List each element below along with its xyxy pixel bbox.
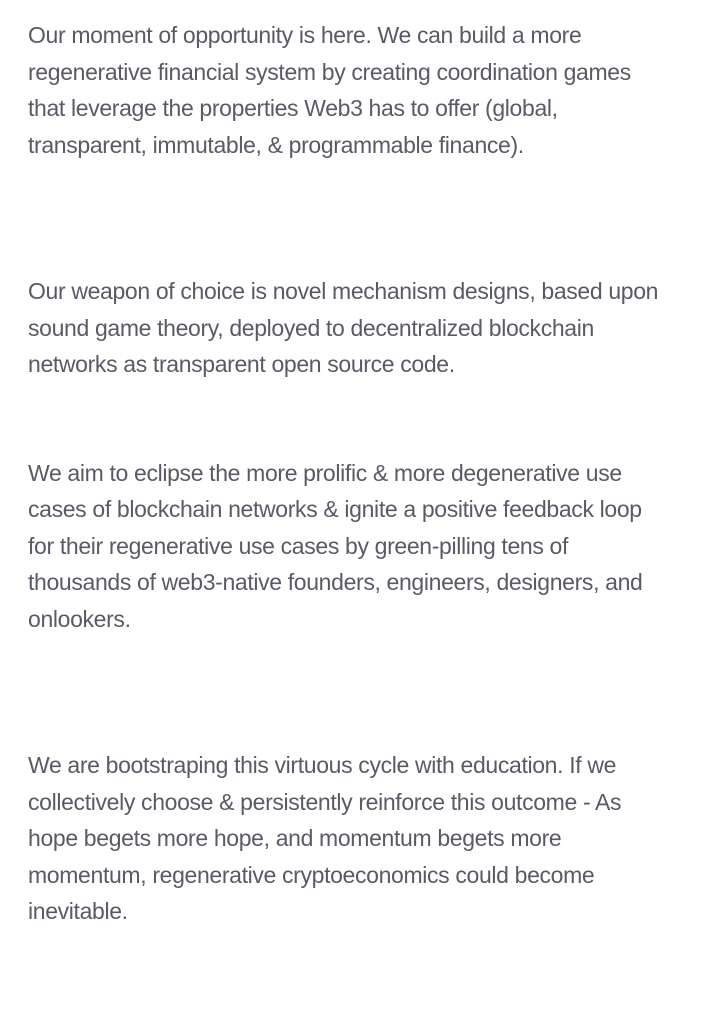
paragraph-aim: We aim to eclipse the more prolific & more degenerative use cases of blockchain networks & ignite a positive feedback loop for their regenerative use cases by green-pilling tens of thousands of web3-native founders, engineers, designers, and onlookers. — [28, 459, 643, 632]
paragraph-bootstrapping: We are bootstraping this virtuous cycle with education. If we collectively choose & persistently reinforce this outcome - As hope begets more hope, and momentum begets more momentum, regenerative cryptoeconomics could become inevitable. — [28, 752, 622, 924]
article-body — [28, 17, 668, 930]
paragraph-opportunity: Our moment of opportunity is here. We can build a more regenerative financial system by creating coordination games that leverage the properties Web3 has to offer (global, transparent, immutable, & programmable finance). — [28, 22, 631, 158]
paragraph-weapon-of-choice: Our weapon of choice is novel mechanism designs, based upon sound game theory, deployed to decentralized blockchain networks as transparent open source code. — [28, 278, 659, 377]
